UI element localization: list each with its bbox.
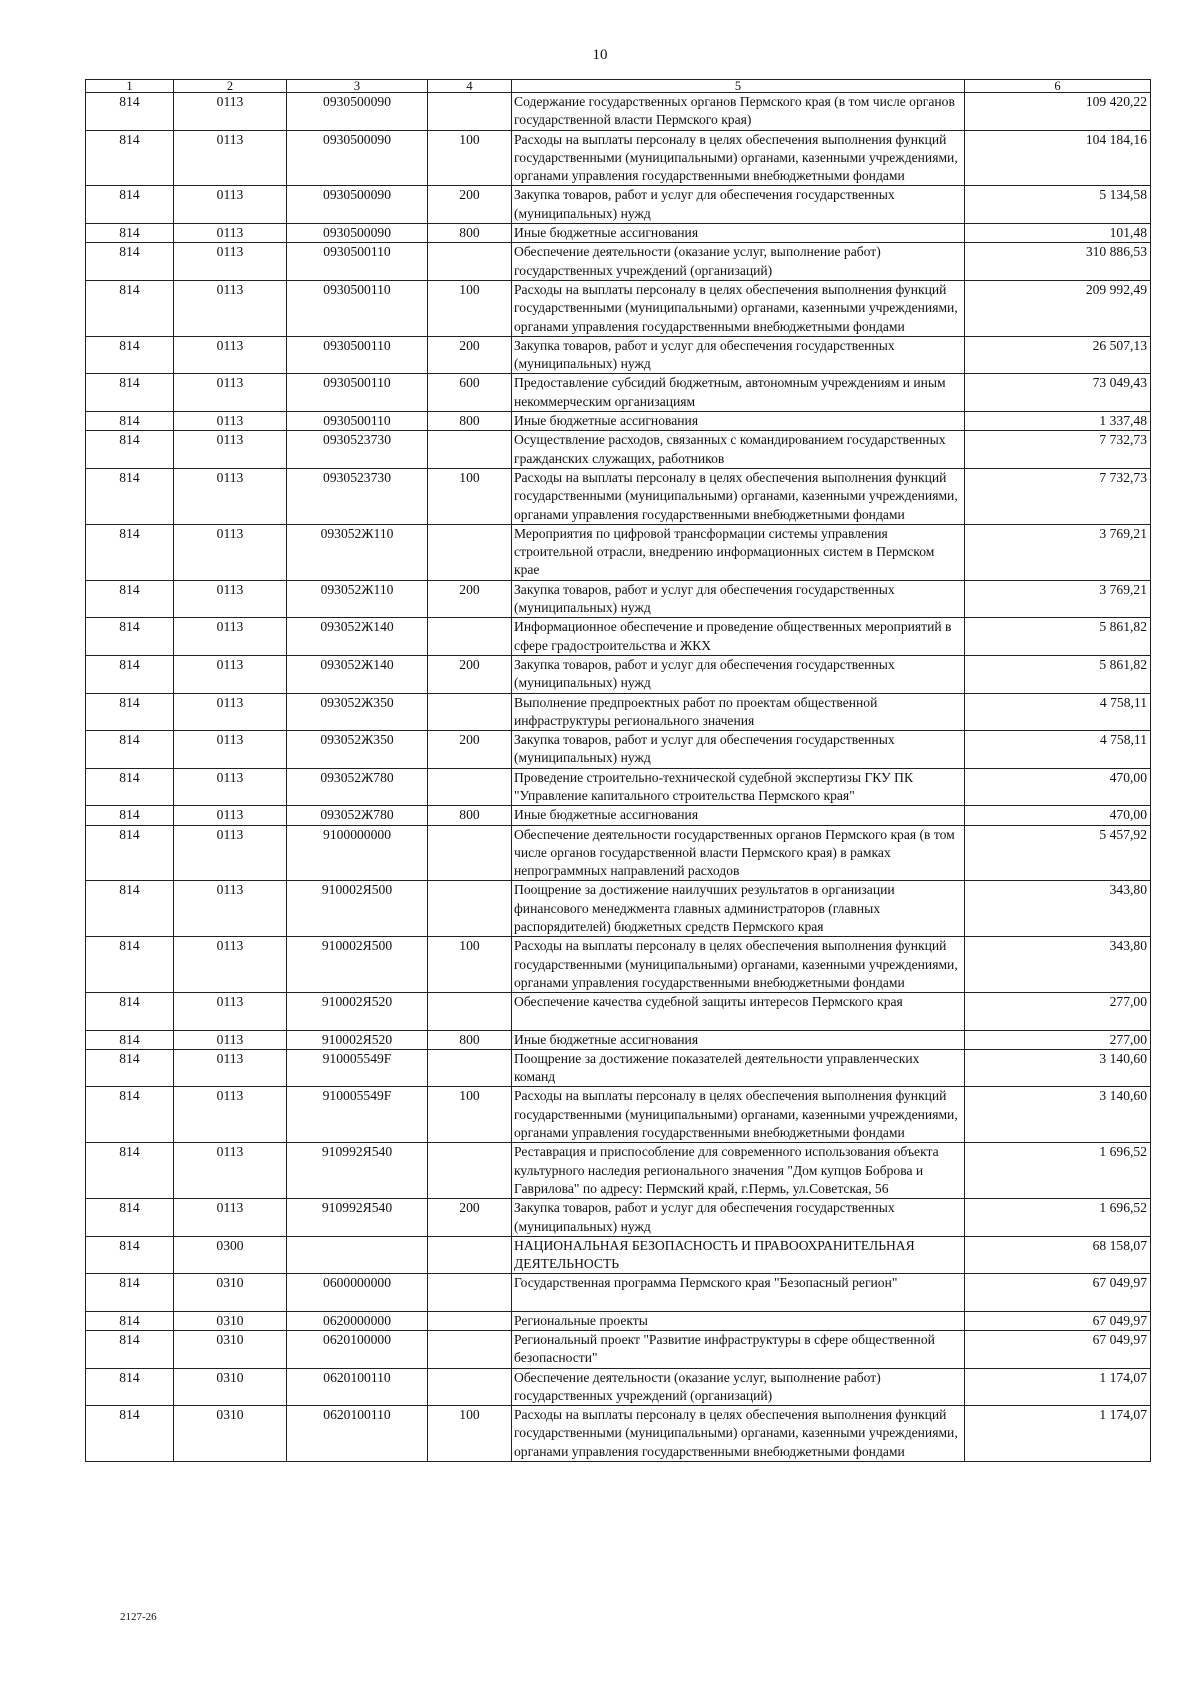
cell-target-article-code: 0930500090 bbox=[287, 93, 428, 131]
cell-expense-type-code: 800 bbox=[428, 806, 512, 825]
cell-expense-type-code bbox=[428, 768, 512, 806]
cell-amount: 343,80 bbox=[965, 937, 1151, 993]
table-row bbox=[86, 655, 1151, 693]
cell-section-code: 0113 bbox=[174, 881, 287, 937]
cell-expense-type-code: 200 bbox=[428, 731, 512, 769]
cell-grbs-code: 814 bbox=[86, 336, 174, 374]
table-row bbox=[86, 1406, 1151, 1462]
cell-section-code: 0113 bbox=[174, 431, 287, 469]
cell-target-article-code: 0930523730 bbox=[287, 431, 428, 469]
cell-amount: 4 758,11 bbox=[965, 693, 1151, 731]
cell-amount: 109 420,22 bbox=[965, 93, 1151, 131]
cell-section-code: 0113 bbox=[174, 280, 287, 336]
cell-expense-type-code: 200 bbox=[428, 336, 512, 374]
cell-amount: 7 732,73 bbox=[965, 468, 1151, 524]
cell-grbs-code: 814 bbox=[86, 993, 174, 1030]
cell-amount: 1 174,07 bbox=[965, 1368, 1151, 1406]
cell-expense-type-code bbox=[428, 825, 512, 881]
table-row bbox=[86, 374, 1151, 412]
cell-description: Расходы на выплаты персоналу в целях обеспечения выполнения функций государственными (муниципальными) органами, казенными учреждениями, органами управления государственными внебюджетными фондами bbox=[512, 937, 965, 993]
cell-section-code: 0113 bbox=[174, 412, 287, 431]
cell-expense-type-code bbox=[428, 1049, 512, 1087]
cell-expense-type-code: 200 bbox=[428, 580, 512, 618]
cell-grbs-code: 814 bbox=[86, 937, 174, 993]
cell-amount: 209 992,49 bbox=[965, 280, 1151, 336]
cell-target-article-code: 910002Я500 bbox=[287, 937, 428, 993]
cell-section-code: 0113 bbox=[174, 937, 287, 993]
table-row bbox=[86, 1030, 1151, 1049]
cell-section-code: 0113 bbox=[174, 1199, 287, 1237]
cell-amount: 5 861,82 bbox=[965, 618, 1151, 656]
cell-description: Обеспечение деятельности (оказание услуг, выполнение работ) государственных учреждений (организаций) bbox=[512, 243, 965, 281]
cell-expense-type-code bbox=[428, 1143, 512, 1199]
cell-section-code: 0113 bbox=[174, 93, 287, 131]
cell-target-article-code: 093052Ж140 bbox=[287, 618, 428, 656]
cell-expense-type-code: 100 bbox=[428, 1087, 512, 1143]
cell-description: Расходы на выплаты персоналу в целях обеспечения выполнения функций государственными (муниципальными) органами, казенными учреждениями, органами управления государственными внебюджетными фондами bbox=[512, 130, 965, 186]
cell-target-article-code: 910002Я500 bbox=[287, 881, 428, 937]
cell-description: Осуществление расходов, связанных с командированием государственных гражданских служащих, работников bbox=[512, 431, 965, 469]
cell-description: Региональные проекты bbox=[512, 1311, 965, 1330]
table-row bbox=[86, 825, 1151, 881]
cell-amount: 67 049,97 bbox=[965, 1274, 1151, 1311]
cell-target-article-code: 0930500090 bbox=[287, 130, 428, 186]
cell-section-code: 0300 bbox=[174, 1236, 287, 1274]
cell-target-article-code: 910002Я520 bbox=[287, 993, 428, 1030]
cell-section-code: 0113 bbox=[174, 186, 287, 224]
table-row bbox=[86, 731, 1151, 769]
cell-description: Закупка товаров, работ и услуг для обеспечения государственных (муниципальных) нужд bbox=[512, 336, 965, 374]
table-row bbox=[86, 186, 1151, 224]
cell-expense-type-code bbox=[428, 1331, 512, 1369]
cell-target-article-code: 0930500090 bbox=[287, 224, 428, 243]
cell-section-code: 0113 bbox=[174, 993, 287, 1030]
cell-amount: 1 696,52 bbox=[965, 1199, 1151, 1237]
cell-section-code: 0310 bbox=[174, 1368, 287, 1406]
cell-amount: 277,00 bbox=[965, 1030, 1151, 1049]
cell-grbs-code: 814 bbox=[86, 1406, 174, 1462]
cell-section-code: 0310 bbox=[174, 1406, 287, 1462]
table-row bbox=[86, 1199, 1151, 1237]
cell-amount: 4 758,11 bbox=[965, 731, 1151, 769]
cell-grbs-code: 814 bbox=[86, 806, 174, 825]
cell-description: Региональный проект "Развитие инфраструктуры в сфере общественной безопасности" bbox=[512, 1331, 965, 1369]
cell-description: Проведение строительно-технической судебной экспертизы ГКУ ПК "Управление капитального строительства Пермского края" bbox=[512, 768, 965, 806]
cell-section-code: 0113 bbox=[174, 806, 287, 825]
cell-description: Информационное обеспечение и проведение общественных мероприятий в сфере градостроительства и ЖКХ bbox=[512, 618, 965, 656]
cell-grbs-code: 814 bbox=[86, 580, 174, 618]
cell-amount: 343,80 bbox=[965, 881, 1151, 937]
table-row bbox=[86, 1274, 1151, 1311]
cell-grbs-code: 814 bbox=[86, 1049, 174, 1087]
cell-target-article-code: 093052Ж780 bbox=[287, 806, 428, 825]
cell-description: Закупка товаров, работ и услуг для обеспечения государственных (муниципальных) нужд bbox=[512, 655, 965, 693]
cell-grbs-code: 814 bbox=[86, 412, 174, 431]
cell-target-article-code bbox=[287, 1236, 428, 1274]
cell-target-article-code: 0620100110 bbox=[287, 1406, 428, 1462]
cell-section-code: 0113 bbox=[174, 224, 287, 243]
cell-amount: 5 457,92 bbox=[965, 825, 1151, 881]
table-row bbox=[86, 693, 1151, 731]
cell-expense-type-code: 200 bbox=[428, 655, 512, 693]
table-row bbox=[86, 468, 1151, 524]
cell-target-article-code: 910992Я540 bbox=[287, 1199, 428, 1237]
cell-expense-type-code bbox=[428, 881, 512, 937]
cell-amount: 5 861,82 bbox=[965, 655, 1151, 693]
cell-amount: 470,00 bbox=[965, 768, 1151, 806]
cell-target-article-code: 910005549F bbox=[287, 1087, 428, 1143]
cell-expense-type-code: 100 bbox=[428, 937, 512, 993]
cell-grbs-code: 814 bbox=[86, 431, 174, 469]
cell-amount: 67 049,97 bbox=[965, 1331, 1151, 1369]
cell-grbs-code: 814 bbox=[86, 1143, 174, 1199]
cell-target-article-code: 093052Ж350 bbox=[287, 731, 428, 769]
cell-amount: 310 886,53 bbox=[965, 243, 1151, 281]
cell-expense-type-code: 200 bbox=[428, 186, 512, 224]
cell-description: Обеспечение деятельности (оказание услуг, выполнение работ) государственных учреждений (организаций) bbox=[512, 1368, 965, 1406]
cell-amount: 7 732,73 bbox=[965, 431, 1151, 469]
header-cell-3: 3 bbox=[287, 80, 428, 93]
cell-description: Расходы на выплаты персоналу в целях обеспечения выполнения функций государственными (муниципальными) органами, казенными учреждениями, органами управления государственными внебюджетными фондами bbox=[512, 280, 965, 336]
table-row bbox=[86, 524, 1151, 580]
cell-description: Обеспечение качества судебной защиты интересов Пермского края bbox=[512, 993, 965, 1030]
cell-expense-type-code bbox=[428, 524, 512, 580]
cell-grbs-code: 814 bbox=[86, 825, 174, 881]
cell-description: Поощрение за достижение показателей деятельности управленческих команд bbox=[512, 1049, 965, 1087]
cell-amount: 5 134,58 bbox=[965, 186, 1151, 224]
cell-expense-type-code bbox=[428, 1368, 512, 1406]
cell-expense-type-code: 600 bbox=[428, 374, 512, 412]
cell-target-article-code: 9100000000 bbox=[287, 825, 428, 881]
table-row bbox=[86, 412, 1151, 431]
cell-description: Иные бюджетные ассигнования bbox=[512, 412, 965, 431]
cell-description: Иные бюджетные ассигнования bbox=[512, 224, 965, 243]
cell-grbs-code: 814 bbox=[86, 1274, 174, 1311]
cell-grbs-code: 814 bbox=[86, 1311, 174, 1330]
header-row bbox=[86, 80, 1151, 93]
page-number: 10 bbox=[592, 47, 608, 63]
cell-section-code: 0113 bbox=[174, 731, 287, 769]
cell-section-code: 0113 bbox=[174, 243, 287, 281]
cell-amount: 73 049,43 bbox=[965, 374, 1151, 412]
cell-amount: 3 769,21 bbox=[965, 580, 1151, 618]
cell-expense-type-code: 200 bbox=[428, 1199, 512, 1237]
cell-target-article-code: 0620100000 bbox=[287, 1331, 428, 1369]
cell-target-article-code: 0600000000 bbox=[287, 1274, 428, 1311]
table-row bbox=[86, 768, 1151, 806]
cell-expense-type-code bbox=[428, 1236, 512, 1274]
table-row bbox=[86, 1049, 1151, 1087]
cell-grbs-code: 814 bbox=[86, 1331, 174, 1369]
cell-expense-type-code bbox=[428, 93, 512, 131]
cell-target-article-code: 093052Ж350 bbox=[287, 693, 428, 731]
cell-amount: 1 174,07 bbox=[965, 1406, 1151, 1462]
cell-target-article-code: 910992Я540 bbox=[287, 1143, 428, 1199]
cell-section-code: 0113 bbox=[174, 1049, 287, 1087]
cell-grbs-code: 814 bbox=[86, 280, 174, 336]
cell-description: Предоставление субсидий бюджетным, автономным учреждениям и иным некоммерческим организациям bbox=[512, 374, 965, 412]
table-row bbox=[86, 1311, 1151, 1330]
cell-description: Закупка товаров, работ и услуг для обеспечения государственных (муниципальных) нужд bbox=[512, 186, 965, 224]
table-row bbox=[86, 336, 1151, 374]
cell-description: Расходы на выплаты персоналу в целях обеспечения выполнения функций государственными (муниципальными) органами, казенными учреждениями, органами управления государственными внебюджетными фондами bbox=[512, 1087, 965, 1143]
cell-grbs-code: 814 bbox=[86, 731, 174, 769]
table-row bbox=[86, 1368, 1151, 1406]
cell-description: Расходы на выплаты персоналу в целях обеспечения выполнения функций государственными (муниципальными) органами, казенными учреждениями, органами управления государственными внебюджетными фондами bbox=[512, 468, 965, 524]
cell-section-code: 0310 bbox=[174, 1311, 287, 1330]
table-row bbox=[86, 1087, 1151, 1143]
cell-amount: 3 140,60 bbox=[965, 1087, 1151, 1143]
cell-target-article-code: 093052Ж110 bbox=[287, 524, 428, 580]
cell-amount: 104 184,16 bbox=[965, 130, 1151, 186]
cell-grbs-code: 814 bbox=[86, 243, 174, 281]
cell-amount: 26 507,13 bbox=[965, 336, 1151, 374]
table-row bbox=[86, 1331, 1151, 1369]
cell-amount: 1 337,48 bbox=[965, 412, 1151, 431]
cell-target-article-code: 910005549F bbox=[287, 1049, 428, 1087]
cell-amount: 101,48 bbox=[965, 224, 1151, 243]
cell-description: Мероприятия по цифровой трансформации системы управления строительной отрасли, внедрению информационных систем в Пермском крае bbox=[512, 524, 965, 580]
cell-target-article-code: 093052Ж110 bbox=[287, 580, 428, 618]
cell-description: Государственная программа Пермского края "Безопасный регион" bbox=[512, 1274, 965, 1311]
cell-target-article-code: 093052Ж780 bbox=[287, 768, 428, 806]
cell-expense-type-code: 800 bbox=[428, 224, 512, 243]
cell-expense-type-code bbox=[428, 693, 512, 731]
cell-description: Закупка товаров, работ и услуг для обеспечения государственных (муниципальных) нужд bbox=[512, 731, 965, 769]
cell-section-code: 0113 bbox=[174, 618, 287, 656]
cell-description: Закупка товаров, работ и услуг для обеспечения государственных (муниципальных) нужд bbox=[512, 580, 965, 618]
cell-grbs-code: 814 bbox=[86, 468, 174, 524]
cell-target-article-code: 0930500110 bbox=[287, 412, 428, 431]
cell-section-code: 0113 bbox=[174, 468, 287, 524]
cell-grbs-code: 814 bbox=[86, 1030, 174, 1049]
table-row bbox=[86, 431, 1151, 469]
cell-grbs-code: 814 bbox=[86, 524, 174, 580]
document-code: 2127-26 bbox=[120, 1611, 157, 1623]
cell-description: Иные бюджетные ассигнования bbox=[512, 806, 965, 825]
cell-amount: 470,00 bbox=[965, 806, 1151, 825]
cell-expense-type-code: 800 bbox=[428, 1030, 512, 1049]
table-row bbox=[86, 618, 1151, 656]
cell-grbs-code: 814 bbox=[86, 655, 174, 693]
cell-target-article-code: 0930500110 bbox=[287, 336, 428, 374]
cell-section-code: 0113 bbox=[174, 1030, 287, 1049]
cell-target-article-code: 0930500110 bbox=[287, 374, 428, 412]
cell-target-article-code: 0620000000 bbox=[287, 1311, 428, 1330]
cell-description: Иные бюджетные ассигнования bbox=[512, 1030, 965, 1049]
cell-section-code: 0310 bbox=[174, 1331, 287, 1369]
table-row bbox=[86, 93, 1151, 131]
table-row bbox=[86, 806, 1151, 825]
cell-grbs-code: 814 bbox=[86, 130, 174, 186]
table-row bbox=[86, 881, 1151, 937]
table-row bbox=[86, 224, 1151, 243]
cell-grbs-code: 814 bbox=[86, 1236, 174, 1274]
cell-target-article-code: 910002Я520 bbox=[287, 1030, 428, 1049]
cell-section-code: 0310 bbox=[174, 1274, 287, 1311]
cell-grbs-code: 814 bbox=[86, 1087, 174, 1143]
cell-amount: 3 769,21 bbox=[965, 524, 1151, 580]
cell-target-article-code: 0930523730 bbox=[287, 468, 428, 524]
cell-section-code: 0113 bbox=[174, 768, 287, 806]
cell-description: Выполнение предпроектных работ по проектам общественной инфраструктуры регионального значения bbox=[512, 693, 965, 731]
cell-grbs-code: 814 bbox=[86, 224, 174, 243]
cell-amount: 67 049,97 bbox=[965, 1311, 1151, 1330]
cell-expense-type-code bbox=[428, 1274, 512, 1311]
cell-description: Поощрение за достижение наилучших результатов в организации финансового менеджмента главных администраторов (главных распорядителей) бюджетных средств Пермского края bbox=[512, 881, 965, 937]
table-row bbox=[86, 580, 1151, 618]
cell-description: Расходы на выплаты персоналу в целях обеспечения выполнения функций государственными (муниципальными) органами, казенными учреждениями, органами управления государственными внебюджетными фондами bbox=[512, 1406, 965, 1462]
cell-description: Содержание государственных органов Пермского края (в том числе органов государственной власти Пермского края) bbox=[512, 93, 965, 131]
cell-section-code: 0113 bbox=[174, 374, 287, 412]
cell-target-article-code: 0930500110 bbox=[287, 243, 428, 281]
cell-target-article-code: 0620100110 bbox=[287, 1368, 428, 1406]
cell-grbs-code: 814 bbox=[86, 186, 174, 224]
table-row bbox=[86, 1236, 1151, 1274]
cell-grbs-code: 814 bbox=[86, 1368, 174, 1406]
budget-table bbox=[85, 79, 1151, 1462]
cell-expense-type-code bbox=[428, 431, 512, 469]
cell-section-code: 0113 bbox=[174, 524, 287, 580]
cell-target-article-code: 0930500090 bbox=[287, 186, 428, 224]
cell-section-code: 0113 bbox=[174, 655, 287, 693]
cell-grbs-code: 814 bbox=[86, 693, 174, 731]
cell-amount: 68 158,07 bbox=[965, 1236, 1151, 1274]
cell-expense-type-code bbox=[428, 1311, 512, 1330]
cell-section-code: 0113 bbox=[174, 825, 287, 881]
cell-section-code: 0113 bbox=[174, 336, 287, 374]
cell-target-article-code: 093052Ж140 bbox=[287, 655, 428, 693]
cell-grbs-code: 814 bbox=[86, 881, 174, 937]
header-cell-6: 6 bbox=[965, 80, 1151, 93]
cell-description: НАЦИОНАЛЬНАЯ БЕЗОПАСНОСТЬ И ПРАВООХРАНИТЕЛЬНАЯ ДЕЯТЕЛЬНОСТЬ bbox=[512, 1236, 965, 1274]
table-row bbox=[86, 243, 1151, 281]
table-row bbox=[86, 280, 1151, 336]
table-row bbox=[86, 1143, 1151, 1199]
cell-grbs-code: 814 bbox=[86, 1199, 174, 1237]
cell-expense-type-code bbox=[428, 993, 512, 1030]
header-cell-5: 5 bbox=[512, 80, 965, 93]
cell-description: Реставрация и приспособление для современного использования объекта культурного наследия регионального значения "Дом купцов Боброва и Гаврилова" по адресу: Пермский край, г.Пермь, ул.Советская, 56 bbox=[512, 1143, 965, 1199]
cell-expense-type-code: 800 bbox=[428, 412, 512, 431]
cell-grbs-code: 814 bbox=[86, 618, 174, 656]
header-cell-1: 1 bbox=[86, 80, 174, 93]
cell-expense-type-code bbox=[428, 243, 512, 281]
cell-grbs-code: 814 bbox=[86, 374, 174, 412]
cell-description: Обеспечение деятельности государственных органов Пермского края (в том числе органов государственной власти Пермского края) в рамках непрограммных направлений расходов bbox=[512, 825, 965, 881]
cell-expense-type-code: 100 bbox=[428, 468, 512, 524]
cell-amount: 3 140,60 bbox=[965, 1049, 1151, 1087]
cell-section-code: 0113 bbox=[174, 1143, 287, 1199]
cell-expense-type-code: 100 bbox=[428, 130, 512, 186]
table-row bbox=[86, 937, 1151, 993]
table-row bbox=[86, 130, 1151, 186]
cell-expense-type-code: 100 bbox=[428, 1406, 512, 1462]
header-cell-2: 2 bbox=[174, 80, 287, 93]
cell-section-code: 0113 bbox=[174, 1087, 287, 1143]
cell-section-code: 0113 bbox=[174, 693, 287, 731]
cell-section-code: 0113 bbox=[174, 130, 287, 186]
cell-expense-type-code bbox=[428, 618, 512, 656]
cell-amount: 1 696,52 bbox=[965, 1143, 1151, 1199]
cell-target-article-code: 0930500110 bbox=[287, 280, 428, 336]
cell-grbs-code: 814 bbox=[86, 768, 174, 806]
cell-description: Закупка товаров, работ и услуг для обеспечения государственных (муниципальных) нужд bbox=[512, 1199, 965, 1237]
header-cell-4: 4 bbox=[428, 80, 512, 93]
cell-expense-type-code: 100 bbox=[428, 280, 512, 336]
cell-amount: 277,00 bbox=[965, 993, 1151, 1030]
cell-section-code: 0113 bbox=[174, 580, 287, 618]
cell-grbs-code: 814 bbox=[86, 93, 174, 131]
table-row bbox=[86, 993, 1151, 1030]
